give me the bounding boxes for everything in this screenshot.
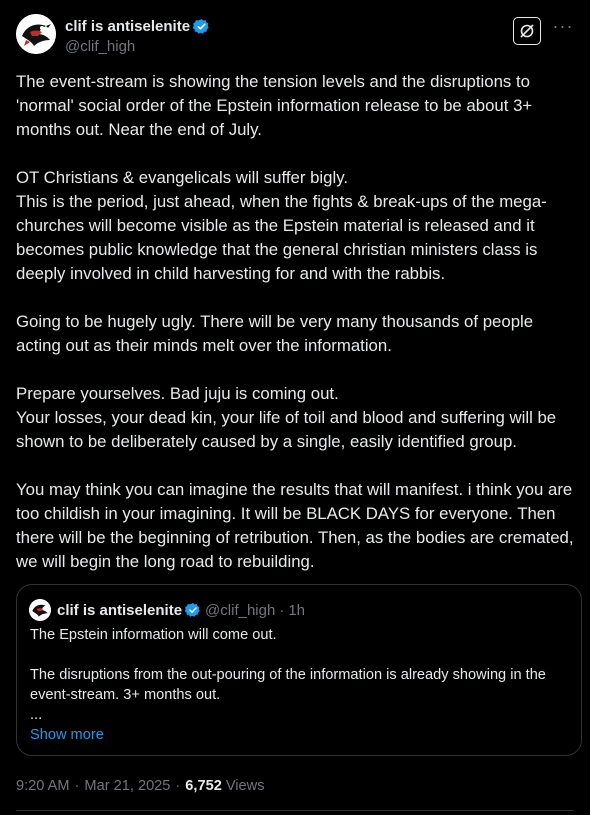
post-text	[16, 70, 576, 574]
divider	[16, 810, 574, 811]
post-meta	[16, 778, 265, 794]
views-count: 6,752	[185, 778, 222, 794]
post-time[interactable]: 9:20 AM	[16, 778, 70, 794]
more-options-icon[interactable]: ···	[552, 16, 574, 36]
post-paragraph: OT Christians & evangelicals will suffer bigly. This is the period, just ahead, when the fights & break-ups of the mega-churches will become visible as the Epstein material is released and it becomes public knowledge that the general christian ministers class is deeply involved in child harvesting for and with the rabbis.	[16, 168, 547, 283]
grok-icon	[518, 22, 536, 40]
verified-badge-icon	[185, 602, 201, 618]
separator-dot: ·	[175, 778, 181, 794]
quoted-author-handle: @clif_high	[205, 601, 276, 619]
post-paragraph: Going to be hugely ugly. There will be very many thousands of people acting out as their minds melt over the information.	[16, 312, 534, 355]
quoted-post-header	[29, 599, 305, 621]
quoted-line: The Epstein information will come out.	[30, 627, 277, 643]
bird-logo-icon	[29, 599, 51, 621]
quoted-author-name: clif is antiselenite	[57, 601, 183, 619]
quoted-avatar	[29, 599, 51, 621]
post-date[interactable]: Mar 21, 2025	[84, 778, 171, 794]
quoted-text	[30, 625, 560, 725]
views-label: Views	[225, 778, 265, 794]
quoted-post[interactable]	[16, 584, 582, 756]
post-paragraph: The event-stream is showing the tension levels and the disruptions to 'normal' social order of the Epstein information release to be about 3+ months out. Near the end of July.	[16, 72, 533, 139]
quoted-ellipsis: ...	[30, 707, 43, 723]
quoted-line: The disruptions from the out-pouring of the information is already showing in the event-stream. 3+ months out.	[30, 667, 546, 703]
separator-dot: ·	[279, 601, 285, 619]
post-header	[16, 14, 574, 58]
bird-logo-icon	[16, 14, 56, 54]
quoted-timestamp: 1h	[288, 601, 305, 619]
grok-button[interactable]	[513, 17, 541, 45]
show-more-link[interactable]: Show more	[30, 727, 104, 743]
author-name[interactable]: clif is antiselenite	[65, 17, 191, 35]
verified-badge-icon	[193, 18, 210, 35]
separator-dot: ·	[74, 778, 80, 794]
author-handle[interactable]: @clif_high	[65, 38, 136, 55]
author-block	[65, 16, 210, 55]
avatar[interactable]	[16, 14, 56, 54]
post-paragraph: Prepare yourselves. Bad juju is coming out. Your losses, your dead kin, your life of toil and blood and suffering will be shown to be deliberately caused by a single, easily identified group.	[16, 384, 557, 451]
post-paragraph: You may think you can imagine the results that will manifest. i think you are too childish in your imagining. It will be BLACK DAYS for everyone. Then there will be the beginning of retribution. Then, as the bodies are cremated, we will begin the long road to rebuilding.	[16, 480, 574, 571]
